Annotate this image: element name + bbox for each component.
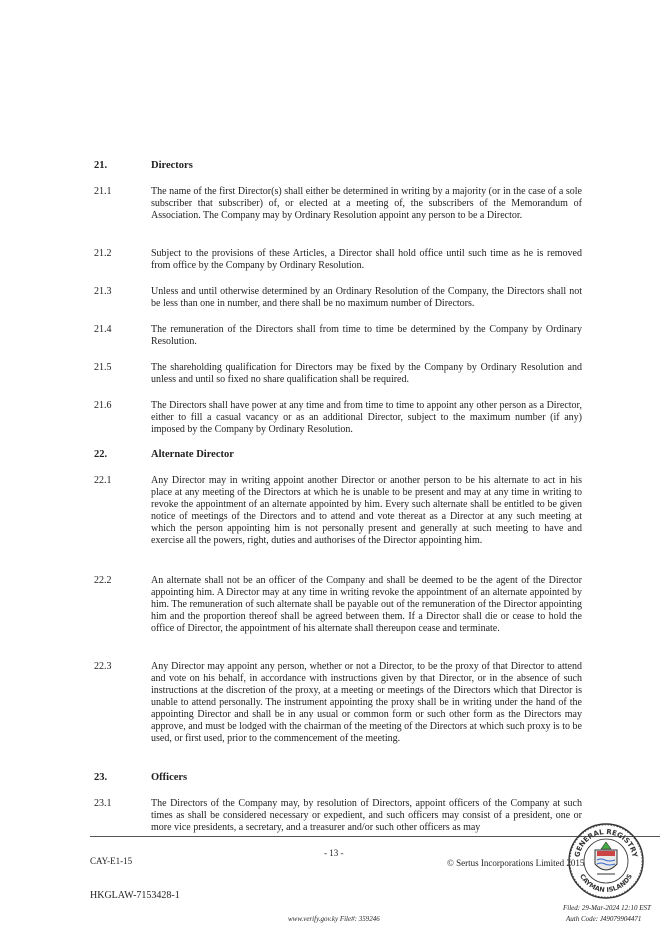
document-reference: HKGLAW-7153428-1 — [90, 890, 180, 901]
filed-stamp: Filed: 29-Mar-2024 12:10 EST — [563, 904, 651, 912]
section-number: 22. — [94, 449, 108, 460]
verification-stamp: www.verify.gov.ky File#: 359246 — [288, 915, 380, 923]
clause-21-5 — [94, 362, 582, 386]
page-number: - 13 - — [324, 848, 344, 858]
clause-22-2 — [94, 575, 582, 635]
clause-text: The shareholding qualification for Directors may be fixed by the Company by Ordinary Resolution and unless and until so fixed no share qualification shall be required. — [151, 362, 582, 385]
clause-text: An alternate shall not be an officer of the Company and shall be deemed to be the agent of the Director appointing him. A Director may at any time in writing revoke the appointment of an alternate appointed by him. The remuneration of such alternate shall be payable out of the remuneration of the Director appointing him and the proportion thereof shall be agreed between them. If a Director shall die or cease to hold the office of Director, the appointment of his alternate shall thereupon cease and terminate. — [151, 575, 582, 634]
section-number: 21. — [94, 160, 108, 171]
clause-text: The name of the first Director(s) shall either be determined in writing by a majority (or in the case of a sole subscriber that subscriber) of, or elected at a meeting of, the subscribers of the Memorandum of Association. The Company may by Ordinary Resolution appoint any person to be a Director. — [151, 186, 582, 221]
clause-number: 21.1 — [94, 186, 112, 197]
clause-number: 21.5 — [94, 362, 112, 373]
seal-top-text: GENERAL REGISTRY — [573, 827, 639, 858]
section-title: Alternate Director — [151, 449, 234, 460]
clause-23-1 — [94, 798, 582, 834]
footer-copyright: © Sertus Incorporations Limited 2015 — [447, 858, 585, 868]
clause-21-4 — [94, 324, 582, 348]
section-title: Officers — [151, 772, 188, 783]
clause-22-1 — [94, 475, 582, 547]
clause-text: The remuneration of the Directors shall from time to time be determined by the Company by Ordinary Resolution. — [151, 324, 582, 347]
clause-text: Subject to the provisions of these Articles, a Director shall hold office until such time as he is removed from office by the Company by Ordinary Resolution. — [151, 248, 582, 271]
clause-text: Any Director may in writing appoint another Director or another person to be his alternate to act in his place at any meeting of the Directors at which he is unable to be present and may at any time in writing to revoke the appointment of an alternate appointed by him. Every such alternate shall be entitled to be given notice of meetings of the Directors and to attend and vote thereat as a Director at any such meeting at which the person appointing him is not personally present and generally at such meeting to have and exercise all the powers, right, duties and authorises of the Director appointing him. — [151, 475, 582, 546]
clause-number: 22.3 — [94, 661, 112, 672]
clause-text: The Directors of the Company may, by resolution of Directors, appoint officers of the Company at such times as shall be considered necessary or expedient, and such officers may consist of a president, one or more vice presidents, a secretary, and a treasurer and/or such other officers as may — [151, 798, 582, 833]
auth-code-stamp: Auth Code: J49079904471 — [566, 915, 642, 923]
general-registry-seal — [567, 822, 645, 900]
clause-number: 22.2 — [94, 575, 112, 586]
clause-21-6 — [94, 400, 582, 436]
seal-bottom-text: CAYMAN ISLANDS — [578, 872, 634, 895]
clause-text: The Directors shall have power at any time and from time to time to appoint any other person as a Director, either to fill a casual vacancy or as an additional Director, subject to the maximum number (if any) imposed by the Company by Ordinary Resolution. — [151, 400, 582, 435]
clause-number: 21.3 — [94, 286, 112, 297]
clause-21-3 — [94, 286, 582, 310]
clause-number: 23.1 — [94, 798, 112, 809]
footer-code: CAY-E1-15 — [90, 856, 133, 866]
clause-text: Any Director may appoint any person, whether or not a Director, to be the proxy of that Director to attend and vote on his behalf, in accordance with instructions given by that Director, or in the absence of such instructions at the discretion of the proxy, at a meeting or meetings of the Directors which that Director is unable to attend personally. The instrument appointing the proxy shall be in writing under the hand of the appointing Director and shall be in any usual or common form or such other form as the Directors may approve, and must be lodged with the chairman of the meeting of the Directors at which such proxy is to be used, or first used, prior to the commencement of the meeting. — [151, 661, 582, 744]
section-title: Directors — [151, 160, 193, 171]
section-number: 23. — [94, 772, 108, 783]
coat-of-arms-icon — [595, 842, 617, 874]
clause-21-2 — [94, 248, 582, 272]
clause-number: 21.2 — [94, 248, 112, 259]
clause-text: Unless and until otherwise determined by an Ordinary Resolution of the Company, the Directors shall not be less than one in number, and there shall be no maximum number of Directors. — [151, 286, 582, 309]
clause-22-3 — [94, 661, 582, 745]
clause-number: 21.4 — [94, 324, 112, 335]
clause-number: 21.6 — [94, 400, 112, 411]
clause-21-1 — [94, 186, 582, 222]
clause-number: 22.1 — [94, 475, 112, 486]
